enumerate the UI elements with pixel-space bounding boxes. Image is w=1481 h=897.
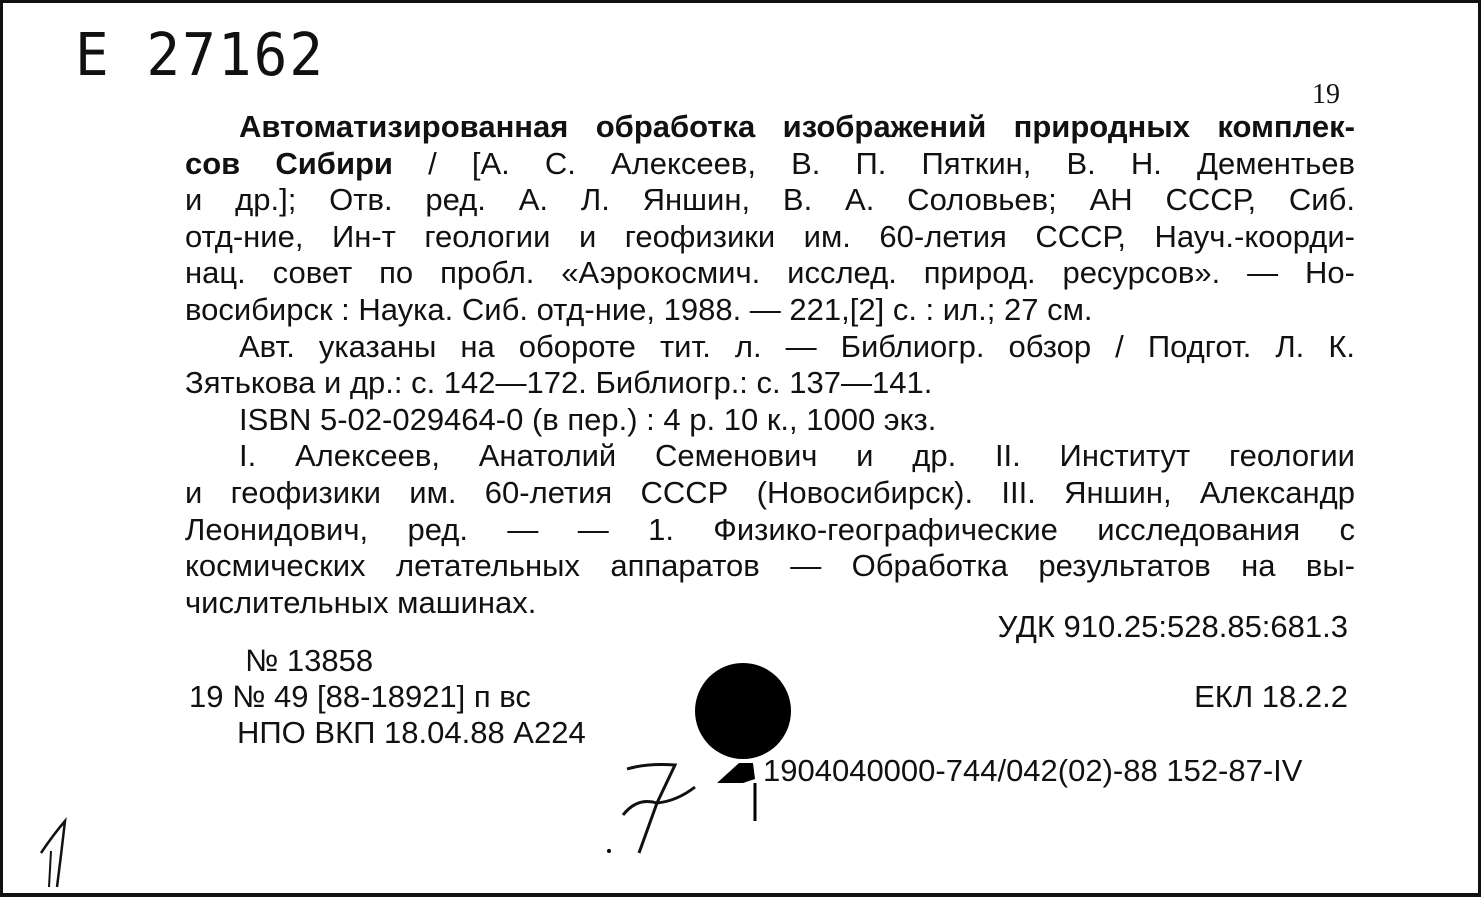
- ink-blot-mark: [709, 743, 779, 823]
- order-line: 19 № 49 [88-18921] п вс: [189, 679, 531, 714]
- isbn-line: ISBN 5-02-029464-0 (в пер.) : 4 р. 10 к., 1000 экз.: [239, 401, 937, 437]
- description-line: и др.]; Отв. ред. А. Л. Яншин, В. А. Соловьев; АН СССР, Сиб.: [185, 182, 1355, 218]
- tracing-line: и геофизики им. 60-летия СССР (Новосибирск). III. Яншин, Александр: [185, 474, 1355, 510]
- note-line: Зятькова и др.: с. 142—172. Библиогр.: с. 137—141.: [185, 365, 933, 401]
- order-number: № 13858: [245, 643, 374, 678]
- title-line: Автоматизированная обработка изображений природных комплек-: [239, 109, 1355, 144]
- ekl-code: ЕКЛ 18.2.2: [1194, 679, 1348, 714]
- bibliographic-description: [185, 109, 1355, 621]
- authors-text: / [А. С. Алексеев, В. П. Пяткин, В. Н. Дементьев: [393, 145, 1355, 181]
- call-number: Е 27162: [75, 21, 326, 90]
- tracing-line: космических летательных аппаратов — Обработка результатов на вы-: [185, 548, 1355, 584]
- handwritten-one-mark: [35, 815, 75, 895]
- npo-line: НПО ВКП 18.04.88 А224: [237, 715, 586, 750]
- page-number: 19: [1312, 79, 1340, 110]
- tracing-line: числительных машинах.: [185, 584, 537, 620]
- classification-code: 1904040000-744/042(02)-88 152-87-IV: [763, 753, 1303, 788]
- dot-mark: [607, 849, 611, 853]
- tracing-line: Леонидович, ред. — — 1. Физико-географические исследования с: [185, 511, 1355, 547]
- tracing-line: I. Алексеев, Анатолий Семенович и др. II. Институт геологии: [239, 438, 1355, 474]
- description-line: восибирск : Наука. Сиб. отд-ние, 1988. — 221,[2] с. : ил.; 27 см.: [185, 291, 1093, 327]
- description-line: [185, 146, 1355, 183]
- udc-code: УДК 910.25:528.85:681.3: [997, 609, 1348, 644]
- title-continuation: сов Сибири: [185, 145, 393, 181]
- description-line: отд-ние, Ин-т геологии и геофизики им. 60-летия СССР, Науч.-коорди-: [185, 218, 1355, 254]
- description-line: нац. совет по пробл. «Аэрокосмич. исслед. природ. ресурсов». — Но-: [185, 255, 1355, 291]
- note-line: Авт. указаны на обороте тит. л. — Библиогр. обзор / Подгот. Л. К.: [239, 328, 1355, 364]
- handwritten-seven-mark: [617, 757, 707, 867]
